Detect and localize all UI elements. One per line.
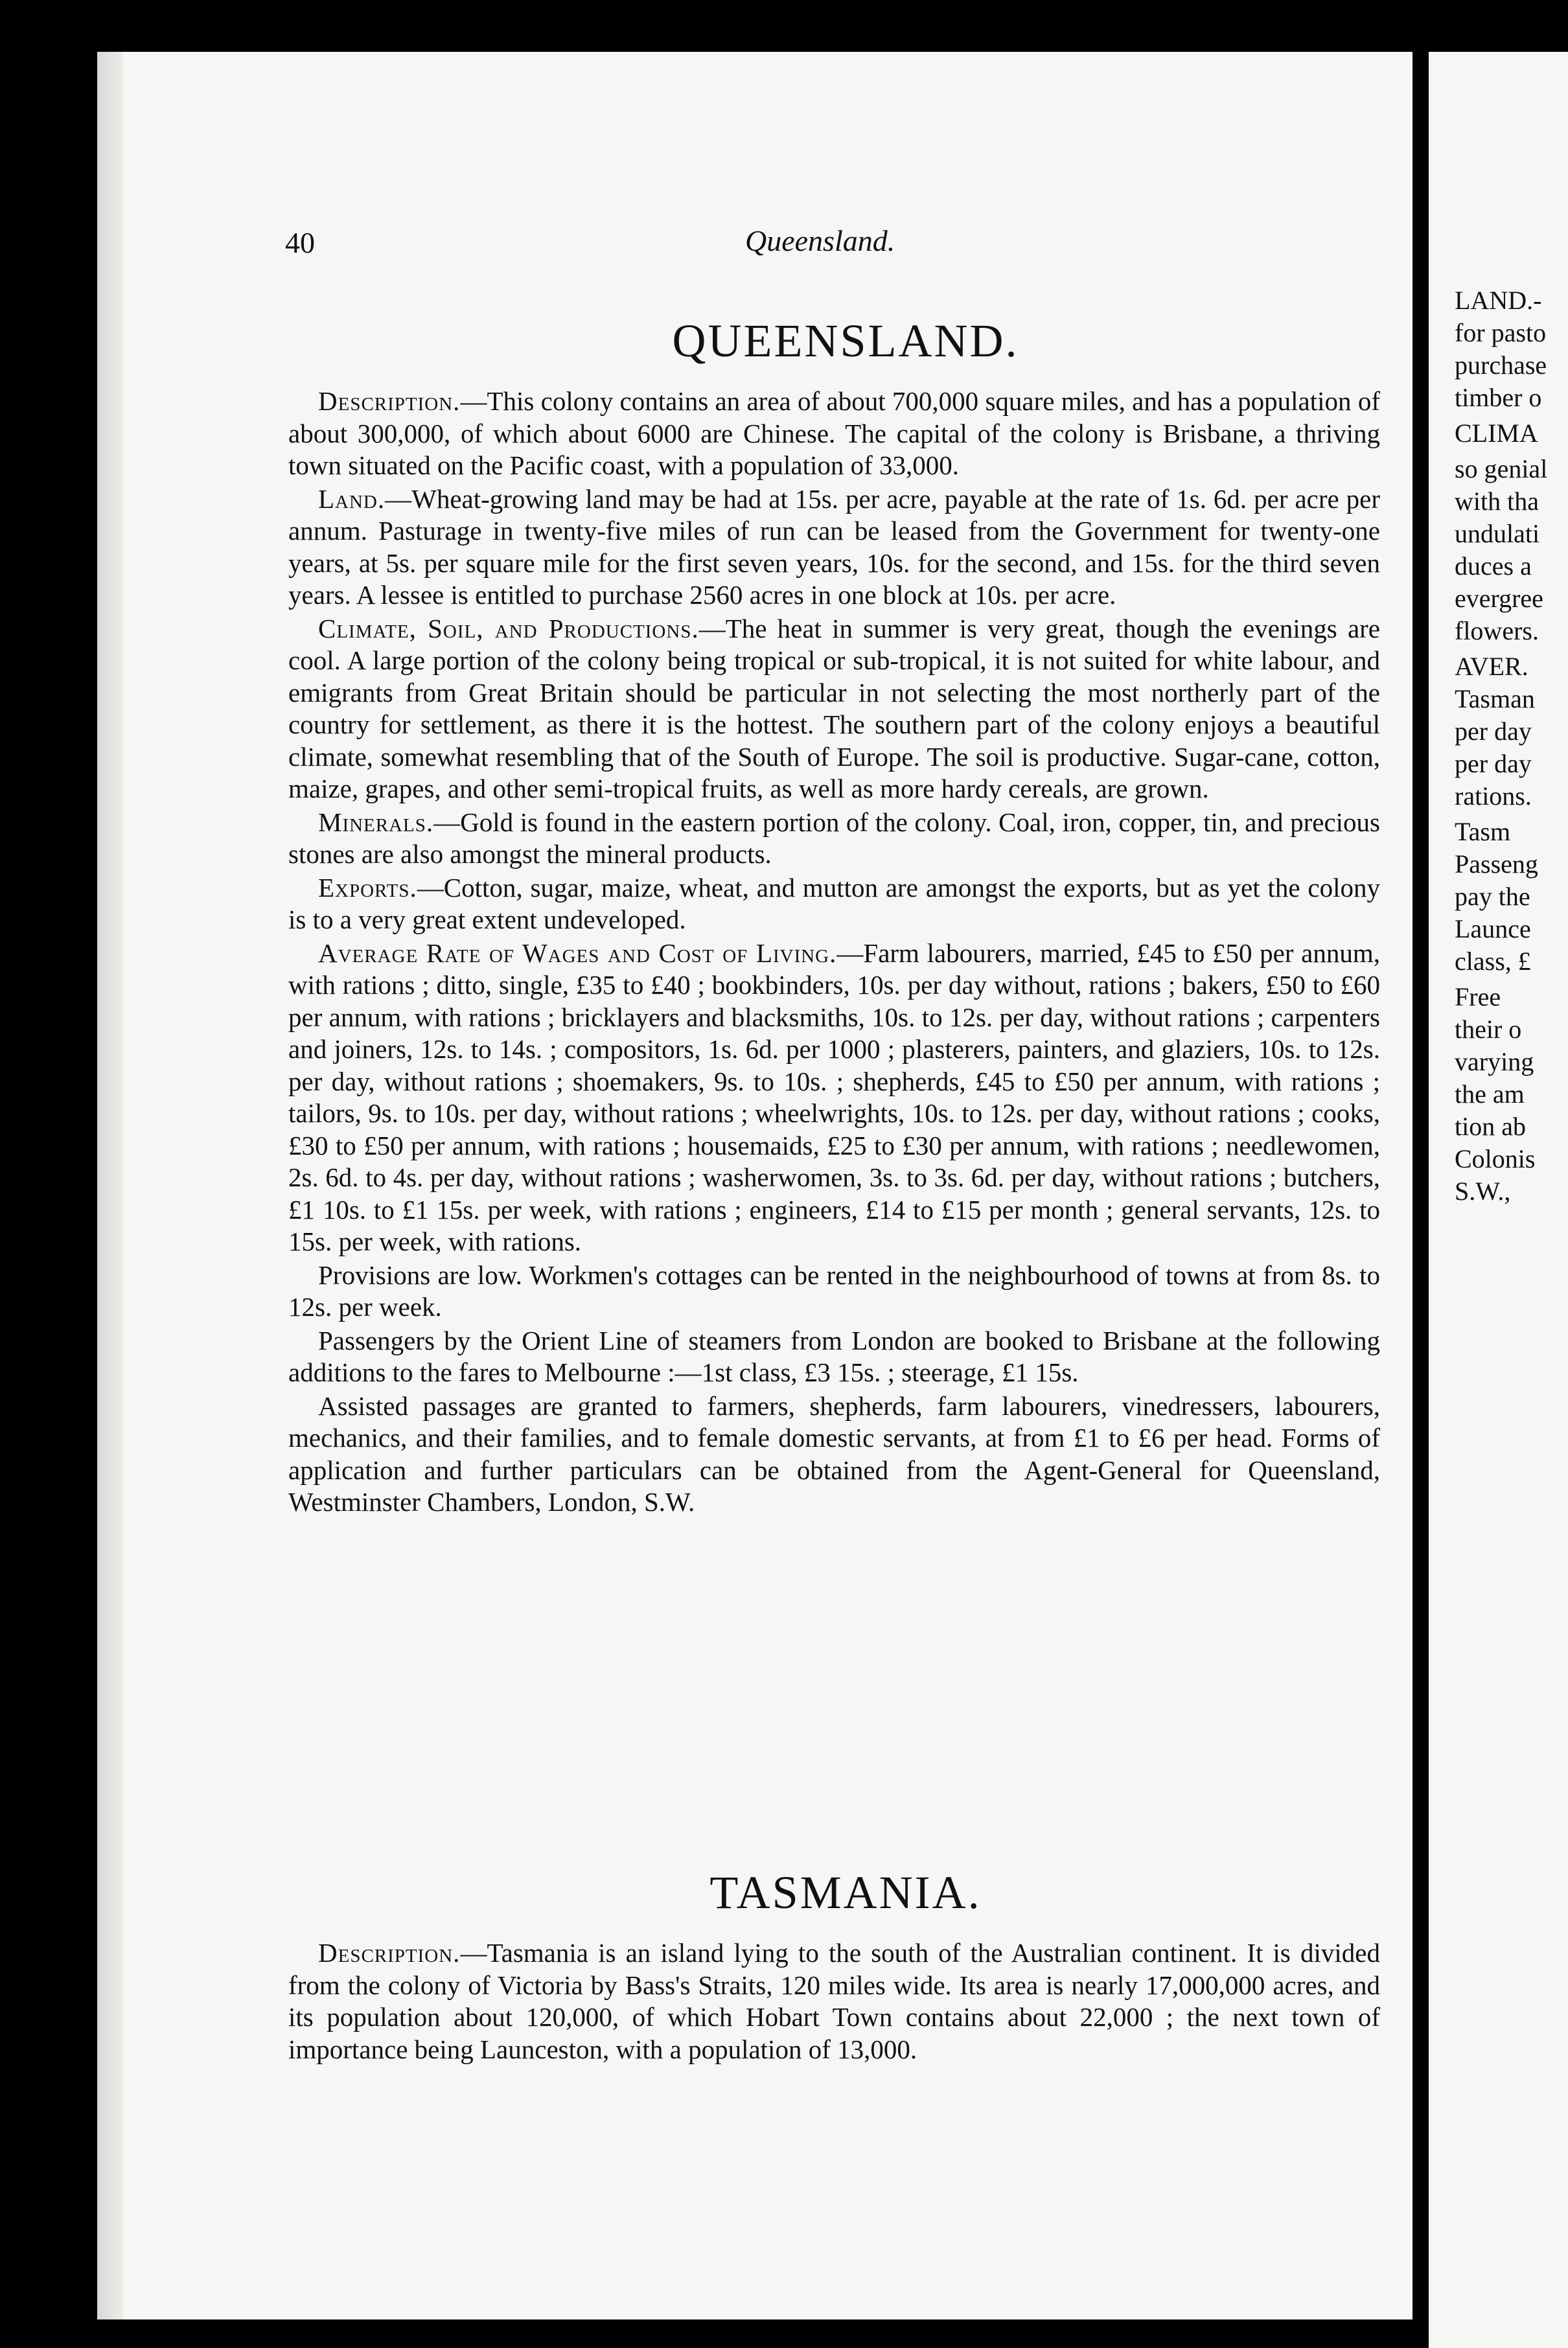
paragraph-lead: Land.: [318, 483, 386, 514]
ink-speck: [1551, 16, 1554, 23]
page-number: 40: [285, 226, 315, 259]
facing-page-line: flowers.: [1455, 616, 1539, 645]
facing-page-line: Passeng: [1455, 849, 1538, 879]
facing-page: [1429, 52, 1568, 2348]
paragraph-text: —Cotton, sugar, maize, wheat, and mutton are amongst the exports, but as yet the colony is to a very great extent undeveloped.: [288, 872, 1380, 934]
facing-page-line: Tasman: [1455, 684, 1535, 713]
facing-page-line: so genial: [1455, 454, 1548, 483]
tasmania-section: [288, 1937, 1380, 2067]
paragraph-text: Provisions are low. Workmen's cottages can be rented in the neighbourhood of towns at from 8s. to 12s. per week.: [288, 1260, 1380, 1322]
facing-page-line: Tasm: [1455, 817, 1511, 846]
paragraph-text: —This colony contains an area of about 700,000 square miles, and has a population of about 300,000, of which about 6000 are Chinese. The capital of the colony is Brisbane, a thriving town situated on the Pacific coast, with a population of 33,000.: [288, 386, 1380, 480]
ink-speck: [1414, 1431, 1419, 1436]
paragraph-lead: Average Rate of Wages and Cost of Living.: [318, 938, 837, 968]
paragraph: [288, 872, 1380, 936]
paragraph-lead: Description.: [318, 1938, 461, 1968]
paragraph: [288, 1390, 1380, 1519]
facing-page-line: CLIMA: [1455, 419, 1538, 448]
paragraph-text: —Wheat-growing land may be had at 15s. per acre, payable at the rate of 1s. 6d. per acre per annum. Pasturage in twenty-five miles of run can be leased from the Government for twenty-one years, at 5s. per square mile for the first seven years, 10s. for the second, and 15s. for the third seven years. A lessee is entitled to purchase 2560 acres in one block at 10s. per acre.: [288, 483, 1380, 610]
facing-page-line: their o: [1455, 1015, 1522, 1044]
paragraph: [288, 613, 1380, 805]
facing-page-line: Colonis: [1455, 1144, 1536, 1173]
facing-page-line: duces a: [1455, 551, 1532, 581]
paragraph: [288, 1260, 1380, 1324]
facing-page-line: for pasto: [1455, 318, 1547, 347]
paragraph: [288, 1325, 1380, 1389]
page-gutter-shadow: [97, 52, 123, 2319]
facing-page-line: LAND.-: [1455, 286, 1542, 315]
paragraph-lead: Climate, Soil, and Productions.: [318, 613, 699, 643]
facing-page-line: tion ab: [1455, 1112, 1526, 1141]
facing-page-line: per day: [1455, 717, 1532, 746]
facing-page-line: varying: [1455, 1047, 1534, 1076]
paragraph-text: —Farm labourers, married, £45 to £50 per annum, with rations ; ditto, single, £35 to £40 ; bookbinders, 10s. per day without, rations ; bakers, £50 to £60 per annum, with rations ; bricklayers and blacksmiths, 10s. to 12s. per day, without rations ; carpenters and joiners, 12s. to 14s. ; compositors, 1s. 6d. per 1000 ; plasterers, painters, and glaziers, 10s. to 12s. per day, without rations ; shoemakers, 9s. to 10s. ; shepherds, £45 to £50 per annum, with rations ; tailors, 9s. to 10s. per day, without rations ; wheelwrights, 10s. to 12s. per day, without rations ; cooks, £30 to £50 per annum, with rations ; housemaids, £25 to £30 per annum, with rations ; needlewomen, 2s. 6d. to 4s. per day, without rations ; washerwomen, 3s. to 3s. 6d. per day, without rations ; butchers, £1 10s. to £1 15s. per week, with rations ; engineers, £14 to £15 per month ; general servants, 12s. to 15s. per week, with rations.: [288, 938, 1380, 1256]
facing-page-line: rations.: [1455, 781, 1532, 811]
paragraph: [288, 807, 1380, 871]
facing-page-line: Launce: [1455, 914, 1531, 943]
facing-page-line: Free: [1455, 982, 1501, 1011]
facing-page-line: evergree: [1455, 584, 1543, 613]
facing-page-line: pay the: [1455, 882, 1530, 911]
paragraph: [288, 1937, 1380, 2066]
paragraph-text: Assisted passages are granted to farmers, shepherds, farm labourers, vinedressers, labourers, mechanics, and their families, and to female domestic servants, at from £1 to £6 per head. Forms of application and further particulars can be obtained from the Agent-General for Queensland, Westminster Chambers, London, S.W.: [288, 1390, 1380, 1517]
queensland-heading: QUEENSLAND.: [672, 315, 1019, 367]
facing-page-line: S.W.,: [1455, 1177, 1511, 1206]
paragraph-text: —Gold is found in the eastern portion of the colony. Coal, iron, copper, tin, and precious stones are also amongst the mineral products.: [288, 807, 1380, 869]
paragraph-lead: Minerals.: [318, 807, 434, 837]
facing-page-line: per day: [1455, 749, 1532, 778]
paragraph-lead: Exports.: [318, 872, 417, 903]
facing-page-line: class, £: [1455, 947, 1531, 976]
paragraph-text: —Tasmania is an island lying to the south of the Australian continent. It is divided from the colony of Victoria by Bass's Straits, 120 miles wide. Its area is nearly 17,000,000 acres, and its population about 120,000, of which Hobart Town contains about 22,000 ; the next town of importance being Launceston, with a population of 13,000.: [288, 1938, 1380, 2064]
queensland-section: [288, 386, 1380, 1520]
facing-page-line: purchase: [1455, 351, 1547, 380]
paragraph-lead: Description.: [318, 386, 461, 416]
paragraph-text: —The heat in summer is very great, though the evenings are cool. A large portion of the colony being tropical or sub-tropical, it is not suited for white labour, and emigrants from Great Britain should be particular in not selecting the most northerly part of the country for settlement, as there it is the hottest. The southern part of the colony enjoys a beautiful climate, somewhat resembling that of the South of Europe. The soil is productive. Sugar-cane, cotton, maize, grapes, and other semi-tropical fruits, as well as more hardy cereals, are grown.: [288, 613, 1380, 803]
paragraph: [288, 938, 1380, 1258]
facing-page-line: timber o: [1455, 383, 1542, 412]
facing-page-line: with tha: [1455, 487, 1539, 516]
paragraph: [288, 483, 1380, 612]
facing-page-line: the am: [1455, 1079, 1525, 1109]
facing-page-line: undulati: [1455, 519, 1540, 548]
paragraph-text: Passengers by the Orient Line of steamers from London are booked to Brisbane at the following additions to the fares to Melbourne :—1st class, £3 15s. ; steerage, £1 15s.: [288, 1325, 1380, 1387]
facing-page-line: AVER.: [1455, 652, 1528, 681]
running-title: Queensland.: [745, 224, 895, 257]
paragraph: [288, 386, 1380, 482]
tasmania-heading: TASMANIA.: [709, 1867, 982, 1918]
